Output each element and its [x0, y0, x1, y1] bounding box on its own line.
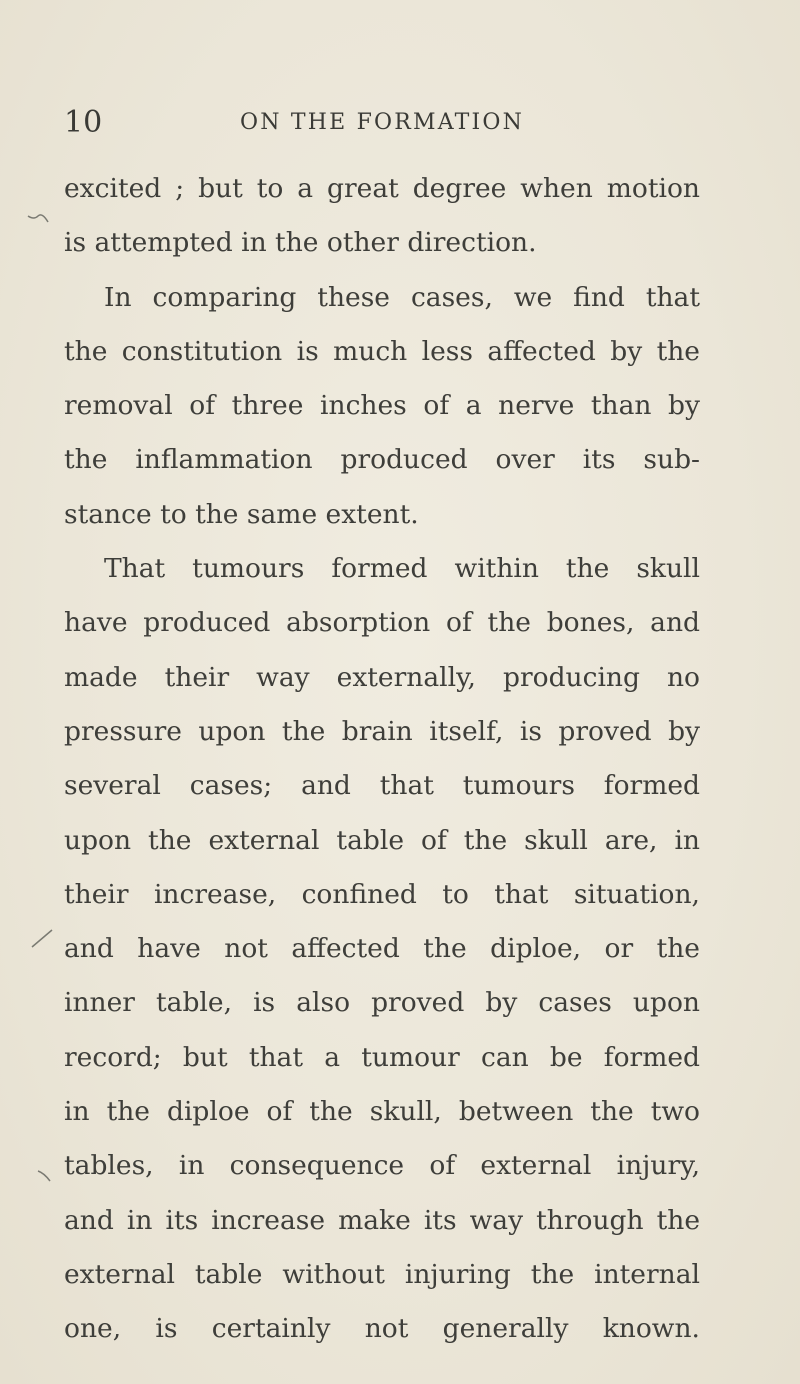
pencil-mark-icon: [30, 927, 54, 949]
body-text: [64, 162, 700, 1357]
text-line: pressure upon the brain itself, is proved by: [64, 715, 700, 747]
text-line: and in its increase make its way through the: [64, 1204, 700, 1236]
text-line: inner table, is also proved by cases upon: [64, 987, 700, 1019]
text-line: removal of three inches of a nerve than by: [64, 390, 700, 422]
text-line: is attempted in the other direction.: [64, 227, 537, 259]
text-line: their increase, confined to that situation,: [64, 878, 700, 910]
page-header: [64, 103, 704, 143]
text-line: upon the external table of the skull are, in: [64, 824, 700, 856]
text-line: tables, in consequence of external injury,: [64, 1150, 700, 1182]
running-head: ON THE FORMATION: [240, 110, 525, 135]
text-line: several cases; and that tumours formed: [64, 770, 700, 802]
text-line: in the diploe of the skull, between the two: [64, 1096, 700, 1128]
pencil-mark-icon: [36, 1167, 64, 1185]
text-line: and have not affected the diploe, or the: [64, 933, 700, 965]
pencil-mark-icon: [26, 212, 54, 230]
text-line: external table without injuring the internal: [64, 1258, 700, 1290]
text-line: stance to the same extent.: [64, 498, 419, 530]
text-line: the inflammation produced over its sub-: [64, 444, 700, 476]
text-line: have produced absorption of the bones, and: [64, 607, 700, 639]
text-line: the constitution is much less affected by the: [64, 335, 700, 367]
text-line: That tumours formed within the skull: [104, 553, 700, 585]
page-number: 10: [64, 105, 103, 140]
text-line: In comparing these cases, we find that: [104, 281, 700, 313]
text-line: one, is certainly not generally known.: [64, 1313, 700, 1345]
text-line: record; but that a tumour can be formed: [64, 1041, 700, 1073]
text-line: made their way externally, producing no: [64, 661, 700, 693]
text-line: excited ; but to a great degree when motion: [64, 173, 700, 204]
